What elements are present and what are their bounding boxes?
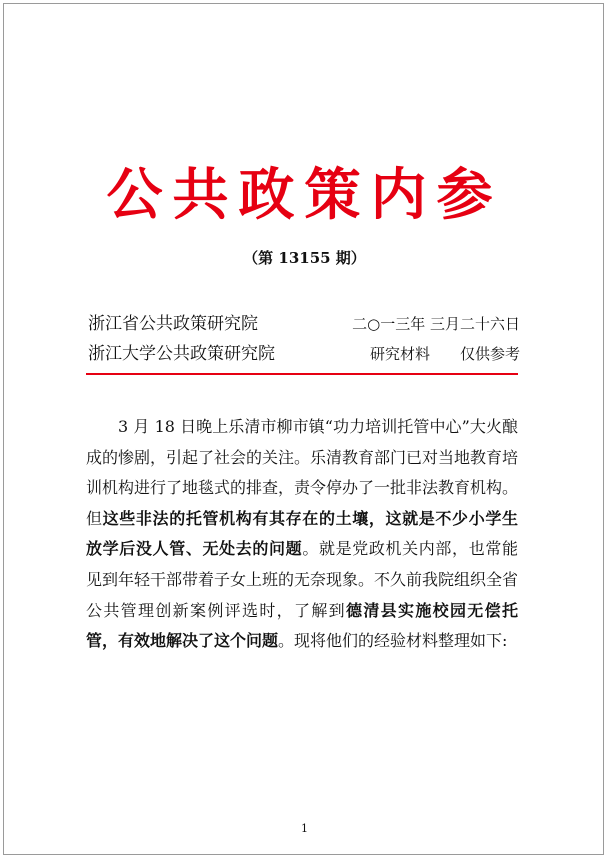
issue-number: （第 13155 期） — [243, 249, 366, 267]
document-note: 研究材料 仅供参考 — [369, 345, 520, 363]
red-divider — [86, 373, 518, 375]
body-text-segment: 。现将他们的经验材料整理如下: — [278, 631, 508, 651]
body-text-segment: 。就是党政机关内部，也常能见到年轻干部带着子女上班的无奈现象。不久前我院组织全省公共管理创新案例评选时，了解到 — [86, 539, 519, 620]
body-text-emphasis: 德清县实施校园无偿托管，有效地解决了这个问题 — [86, 600, 518, 651]
body-text-emphasis: 这些非法的托管机构有其存在的土壤，这就是不少小学生放学后没人管、无处去的问题 — [86, 508, 518, 559]
issuer-line-1 — [88, 311, 520, 337]
issuer-name-2: 浙江大学公共政策研究院 — [88, 344, 275, 364]
page-number: 1 — [301, 822, 308, 835]
issuer-name-1: 浙江省公共政策研究院 — [88, 314, 258, 334]
issuer-line-2 — [88, 341, 520, 367]
issue-date: 二○一三年 三月二十六日 — [352, 315, 520, 333]
body-paragraph — [86, 412, 518, 657]
document-title: 公共政策内参 — [106, 162, 503, 228]
body-text-segment: 3 月 18 日晚上乐清市柳市镇“功力培训托管中心”大火酿成的惨剧，引起了社会的关注。乐清教育部门已对当地教育培训机构进行了地毯式的排查，责令停办了一批非法教育机构。但 — [86, 417, 519, 528]
